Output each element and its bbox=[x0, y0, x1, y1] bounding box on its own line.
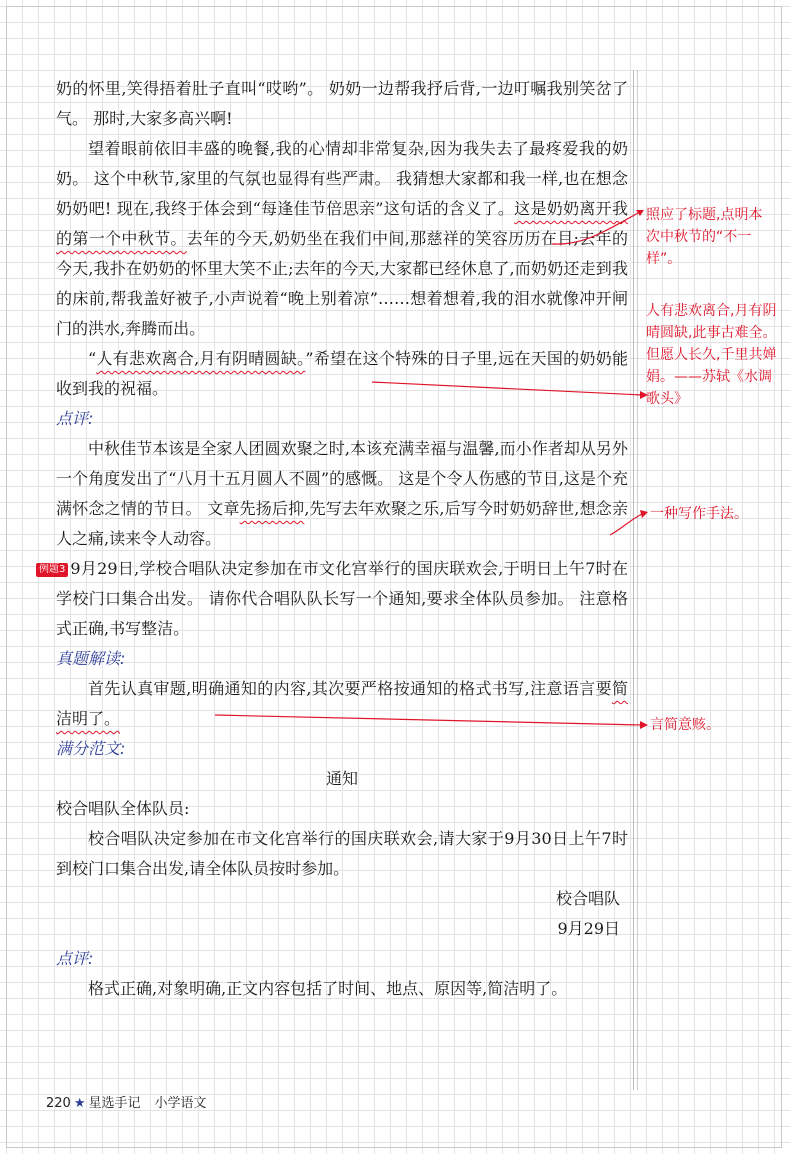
essay-paragraph-1: 奶的怀里,笑得捂着肚子直叫“哎哟”。 奶奶一边帮我抒后背,一边叮嘱我别笑岔了气。 那时,大家多高兴啊! bbox=[56, 79, 628, 128]
analysis-pre: 首先认真审题,明确通知的内容,其次要严格按通知的格式书写,注意语言要 bbox=[88, 679, 612, 698]
notice-title: 通知 bbox=[325, 769, 358, 788]
essay-p3-post: ”希望在这个特殊的日子里,远在天国的奶奶能收到我的祝福。 bbox=[56, 349, 628, 398]
arrow-head-4 bbox=[640, 721, 648, 729]
note-poem-source: 人有悲欢离合,月有阴晴圆缺,此事古难全。但愿人长久,千里共婵娟。——苏轼《水调歌头》 bbox=[646, 303, 777, 407]
essay-p2-pre: 望着眼前依旧丰盛的晚餐,我的心情却非常复杂,因为我失去了最疼爱我的奶奶。 这个中秋节,家里的气氛也显得有些严肃。 我猜想大家都和我一样,也在想念奶奶吧! 现在,我终于体会到“每逢佳节倍思亲”这句话的含义了。 bbox=[56, 139, 628, 218]
essay-p2-post: 去年的今天,奶奶坐在我们中间,那慈祥的笑容历历在目;去年的今天,我扑在奶奶的怀里大笑不止;去年的今天,大家都已经休息了,而奶奶还走到我的床前,帮我盖好被子,小声说着“晚上别着凉”……想着想着,我的泪水就像冲开闸门的洪水,奔腾而出。 bbox=[56, 229, 628, 338]
notice-body: 校合唱队决定参加在市文化宫举行的国庆联欢会,请大家于9月30日上午7时到校门口集合出发,请全体队员按时参加。 bbox=[56, 829, 628, 878]
notice-signature: 校合唱队 bbox=[555, 889, 620, 908]
comment1-pre: 中秋佳节本该是全家人团圆欢聚之时,本该充满幸福与温馨,而小作者却从另外一个角度发出了“八月十五月圆人不圆”的感慨。 这是个令人伤感的节日,这是个充满怀念之情的节日。 文章 bbox=[56, 439, 628, 518]
connector-line-4 bbox=[215, 715, 642, 725]
connector-line-1 bbox=[552, 212, 640, 244]
note-concise: 言简意赅。 bbox=[650, 717, 720, 733]
book-title: 星选手记 bbox=[88, 1096, 141, 1111]
highlight-poem-quote: 人有悲欢离合,月有阴晴圆缺。 bbox=[96, 349, 306, 368]
page-footer bbox=[46, 1092, 207, 1111]
highlight-technique: 先扬后抑 bbox=[239, 499, 305, 518]
highlight-first-mid-autumn: 这是奶奶离开我的第一个中秋节。 bbox=[56, 199, 628, 248]
model-label: 满分范文: bbox=[56, 739, 126, 758]
comment2-label: 点评: bbox=[56, 949, 94, 968]
essay-p3-open: “ bbox=[88, 349, 97, 368]
connector-line-2 bbox=[372, 382, 642, 395]
highlight-concise: 简洁明了。 bbox=[56, 679, 628, 728]
comment1-post: ,先写去年欢聚之乐,后写今时奶奶辞世,想念亲人之痛,读来令人动容。 bbox=[56, 499, 628, 548]
comment2-text: 格式正确,对象明确,正文内容包括了时间、地点、原因等,简洁明了。 bbox=[88, 979, 568, 998]
example-text: 9月29日,学校合唱队决定参加在市文化宫举行的国庆联欢会,于明日上午7时在学校门口集合出发。 请你代合唱队队长写一个通知,要求全体队员参加。 注意格式正确,书写整洁。 bbox=[56, 559, 628, 638]
notice-salutation: 校合唱队全体队员: bbox=[56, 799, 190, 818]
page-number: 220 bbox=[46, 1096, 71, 1111]
analysis-label: 真题解读: bbox=[56, 649, 126, 668]
note-echo-title: 照应了标题,点明本次中秋节的“不一样”。 bbox=[646, 207, 763, 267]
subject-name: 小学语文 bbox=[154, 1096, 207, 1111]
notice-date: 9月29日 bbox=[557, 919, 620, 938]
example-tag: 例题3 bbox=[36, 563, 68, 577]
arrow-head-3 bbox=[640, 510, 648, 518]
note-technique: 一种写作手法。 bbox=[650, 506, 748, 522]
comment1-label: 点评: bbox=[56, 409, 94, 428]
star-icon: ★ bbox=[73, 1096, 86, 1111]
connector-line-3 bbox=[610, 514, 642, 535]
